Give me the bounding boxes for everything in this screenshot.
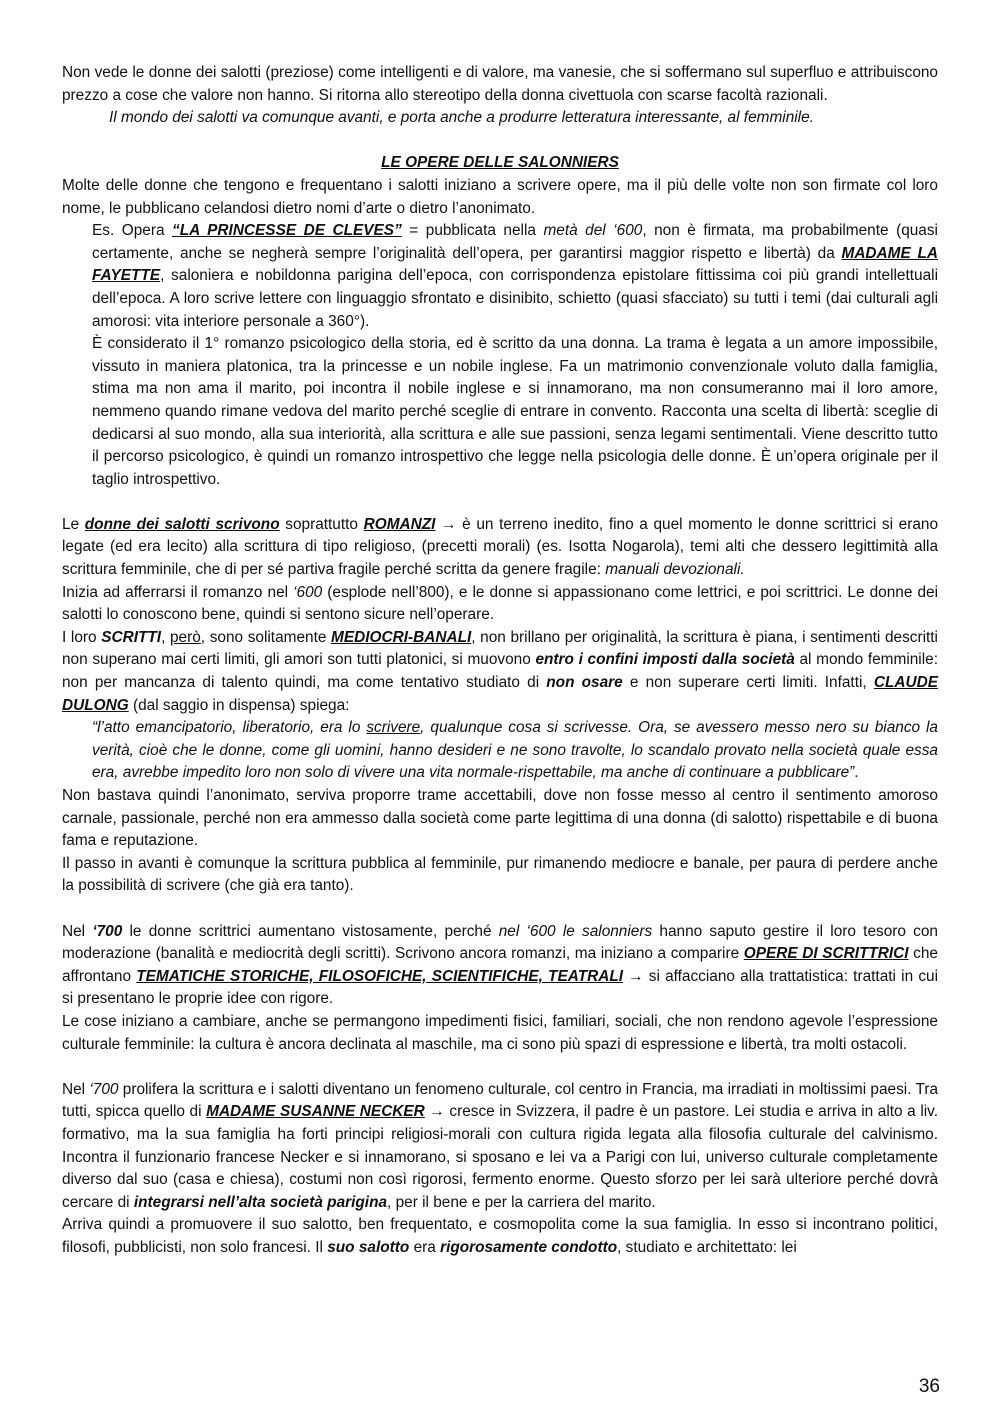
paragraph: Nel ‘700 prolifera la scrittura e i salotti diventano un fenomeno culturale, col centro in Francia, ma irradiati in moltissimi paesi. Tra tutti, spicca quello di MADAME SUSANNE NECKER → cresce in Svizzera, il padre è un pastore. Lei studia e arriva in alto a liv. formativo, ma la sua famiglia ha forti principi religiosi-morali con cultura rigida legata alla filosofia culturale del calvinismo. Incontra il funzionario francese Necker e si innamorano, si sposano e lei va a Parigi con lui, universo culturale completamente diverso dal suo (casa e chiesa), costumi non così rigorosi, fermento enorme. Questo sforzo per lei sarà ulteriore perché dovrà cercare di integrarsi nell’alta società parigina, per il bene e per la carriera del marito. [62, 1080, 938, 1211]
paragraph: Molte delle donne che tengono e frequentano i salotti iniziano a scrivere opere, ma il più delle volte non son firmate col loro nome, le pubblicano celandosi dietro nomi d’arte o dietro l’anonimato. [62, 176, 938, 217]
paragraph: Non vede le donne dei salotti (preziose) come intelligenti e di valore, ma vanesie, che si soffermano sul superfluo e attribuiscono prezzo a cose che valore non hanno. Si ritorna allo stereotipo della donna civettuola con scarse facoltà razionali. [62, 64, 938, 104]
paragraph: Es. Opera “LA PRINCESSE DE CLEVES” = pubblicata nella metà del ‘600, non è firmata, ma probabilmente (quasi certamente, anche se negherà sempre l’originalità dell’opera, per garantirsi maggior rispetto e libertà) da MADAME LA FAYETTE, saloniera e nobildonna parigina dell’epoca, con corrispondenza epistolare fittissima coi più grandi intellettuali dell’epoca. A loro scrive lettere con linguaggio sfrontato e disinibito, schietto (quasi sfacciato) su tutti i temi (dai culturali agli amorosi: vita interiore personale a 360°). [92, 222, 938, 330]
paragraph: Le donne dei salotti scrivono soprattutto ROMANZI → è un terreno inedito, fino a quel momento le donne scrittrici si erano legate (ed era lecito) alla scrittura di tipo religioso, (precetti morali) (es. Isotta Nogarola), temi alti che dessero legittimità alla scrittura femminile, che di per sé partiva fragile perché scritta da genere fragile: manuali devozionali. [62, 515, 939, 579]
paragraph: È considerato il 1° romanzo psicologico della storia, ed è scritto da una donna. La trama è legata a un amore impossibile, vissuto in maniera platonica, tra la princesse e un nobile inglese. Fa un matrimonio convenzionale voluto dalla famiglia, stima ma non ama il marito, poi incontra il nobile inglese e si innamorano, ma non consumeranno mai il loro amore, nemmeno quando rimane vedova del marito perché sceglie di entrare in convento. Racconta una scelta di libertà: sceglie di dedicarsi al suo mondo, alla sua interiorità, alla scrittura e alle sue passioni, senza legami sentimentali. Viene descritto tutto il percorso psicologico, è quindi un romanzo introspettivo che legge nella psicologia delle donne. È un’opera originale per il taglio introspettivo. [92, 335, 938, 488]
paragraph: Le cose iniziano a cambiare, anche se permangono impedimenti fisici, familiari, sociali, che non rendono agevole l’espressione culturale femminile: la cultura è ancora declinata al maschile, ma ci sono più spazi di espressione e libertà, tra molti ostacoli. [62, 1012, 938, 1053]
block-quote: “l’atto emancipatorio, liberatorio, era lo scrivere, qualunque cosa si scrivesse. Ora, se avessero messo nero su bianco la verità, cioè che le donne, come gli uomini, hanno desideri e ne sono travolte, lo scandalo provato nella società quale essa era, avrebbe impedito loro non solo di vivere una vita normale-rispettabile, ma anche di continuare a pubblicare”. [92, 719, 938, 782]
paragraph: Non bastava quindi l’anonimato, serviva proporre trame accettabili, dove non fosse messo al centro il sentimento amoroso carnale, passionale, perché non era ammesso dalla società come parte legittima di una donna (di salotto) rispettabile e di buona fama e reputazione. [62, 787, 938, 850]
section-heading: LE OPERE DELLE SALONNIERS [381, 154, 619, 172]
paragraph: Nel ‘700 le donne scrittrici aumentano vistosamente, perché nel ‘600 le salonniers hanno saputo gestire il loro tesoro con moderazione (banalità e mediocrità degli scritti). Scrivono ancora romanzi, ma iniziano a comparire OPERE DI SCRITTRICI che affrontano TEMATICHE STORICHE, FILOSOFICHE, SCIENTIFICHE, TEATRALI → si affacciano alla trattatistica: trattati in cui si presentano le proprie idee con rigore. [62, 922, 938, 1008]
paragraph: Il mondo dei salotti va comunque avanti, e porta anche a produrre letteratura interessante, al femminile. [109, 109, 814, 127]
paragraph: Il passo in avanti è comunque la scrittura pubblica al femminile, pur rimanendo mediocre e banale, per paura di perdere anche la possibilità di scrivere (che già era tanto). [62, 854, 938, 895]
paragraph: Inizia ad afferrarsi il romanzo nel ‘600 (esplode nell’800), e le donne si appassionano come lettrici, e poi scrittrici. Le donne dei salotti lo conoscono bene, quindi si sentono sicure nell’operare. [62, 583, 938, 624]
paragraph: I loro SCRITTI, però, sono solitamente MEDIOCRI-BANALI, non brillano per originalità, la scrittura è piana, i sentimenti descritti non superano mai certi limiti, gli amori son tutti platonici, si muovono entro i confini imposti dalla società al mondo femminile: non per mancanza di talento quindi, ma come tentativo studiato di non osare e non superare certi limiti. Infatti, CLAUDE DULONG (dal saggio in dispensa) spiega: [62, 628, 938, 714]
paragraph: Arriva quindi a promuovere il suo salotto, ben frequentato, e cosmopolita come la sua famiglia. In esso si incontrano politici, filosofi, pubblicisti, non solo francesi. Il suo salotto era rigorosamente condotto, studiato e architettato: lei [62, 1216, 938, 1256]
document-page [62, 62, 938, 1259]
page-number: 36 [918, 1376, 940, 1397]
